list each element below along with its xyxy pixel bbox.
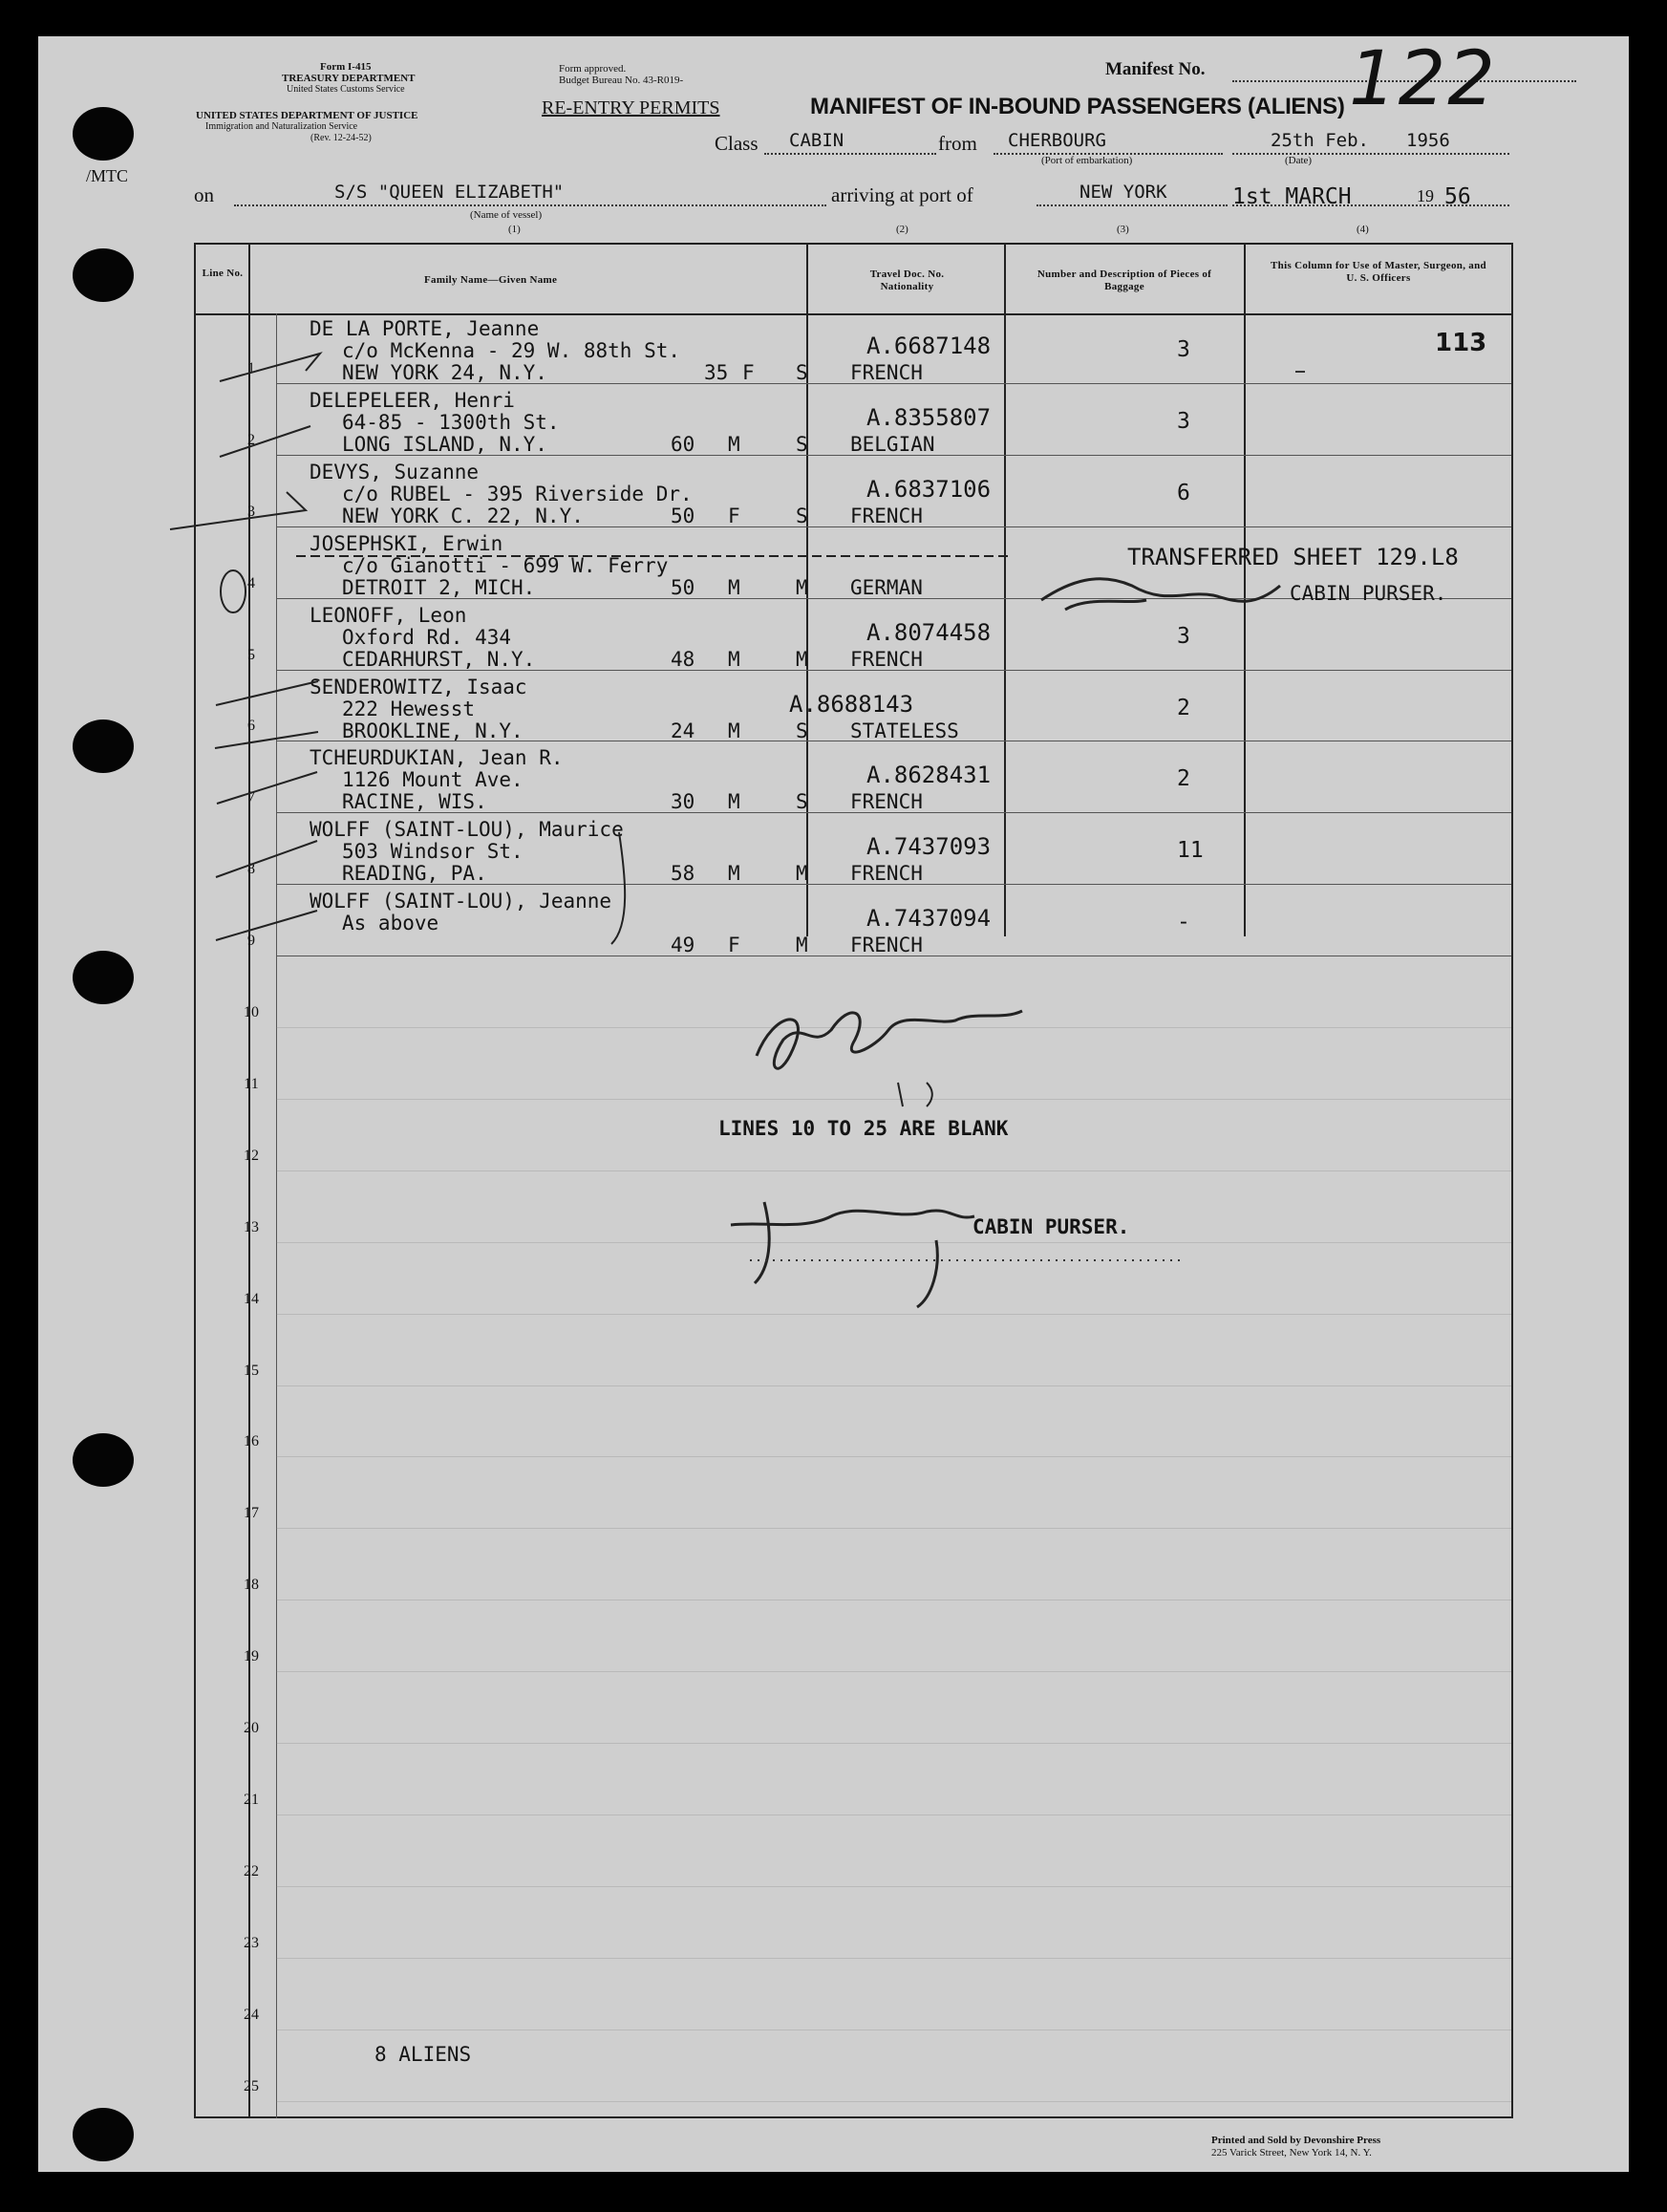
line-number: 24 [244,2006,259,2023]
transferred-purser: CABIN PURSER. [1290,582,1447,605]
passenger-name: WOLFF (SAINT-LOU), Jeanne [310,890,612,913]
header-baggage: Number and Description of Pieces of Baggage [1037,268,1212,292]
passenger-sex: M [728,790,740,814]
nationality: FRENCH [850,934,923,957]
ins-service: Immigration and Naturalization Service [205,121,358,132]
passenger-city: BROOKLINE, N.Y. [342,719,524,742]
travel-doc-number: A.7437094 [866,905,992,933]
manifest-number: 122 [1349,36,1497,122]
arrival-port: NEW YORK [1079,182,1167,203]
nationality: FRENCH [850,361,923,384]
passenger-name: TCHEURDUKIAN, Jean R. [310,746,564,770]
passenger-age: 30 [671,790,695,814]
nationality: FRENCH [850,647,923,671]
col-number-2: (2) [896,224,908,235]
nationality: STATELESS [850,719,959,742]
passenger-sex: F [742,361,755,384]
baggage-count: 2 [1177,695,1190,720]
on-label: on [194,183,214,206]
manifest-title: MANIFEST OF IN-BOUND PASSENGERS (ALIENS) [810,94,1345,119]
passenger-sex: M [728,719,740,742]
passenger-marital: M [796,647,808,671]
blank-lines-note: LINES 10 TO 25 ARE BLANK [718,1117,1009,1140]
passenger-age: 24 [671,719,695,742]
passenger-sex: M [728,862,740,886]
passenger-name: DELEPELEER, Henri [310,388,515,412]
passenger-marital: S [796,361,808,384]
passenger-sex: M [728,432,740,456]
baggage-count: 3 [1177,623,1190,649]
passenger-marital: S [796,719,808,742]
line-number: 1 [247,359,255,376]
passenger-address: Oxford Rd. 434 [342,625,512,649]
line-number: 20 [244,1720,259,1736]
arriving-label: arriving at port of [831,183,973,206]
passenger-marital: M [796,862,808,886]
arrival-year-suffix: 56 [1444,184,1471,209]
header-travel-doc: Travel Doc. No. Nationality [869,268,945,292]
passenger-marital: M [796,575,808,599]
passenger-name: DE LA PORTE, Jeanne [310,317,540,340]
passenger-age: 50 [671,504,695,527]
passenger-name: LEONOFF, Leon [310,603,467,627]
justice-dept: UNITED STATES DEPARTMENT OF JUSTICE [196,110,418,121]
from-value: CHERBOURG [1008,130,1106,151]
line-number: 6 [247,718,255,735]
travel-doc-number: A.6687148 [866,333,992,359]
manifest-no-label: Manifest No. [1105,59,1206,79]
travel-doc-number: A.7437093 [866,833,992,861]
line-number: 7 [247,789,255,806]
passenger-marital: M [796,934,808,957]
budget-bureau: Budget Bureau No. 43-R019- [559,75,684,86]
passenger-address: As above [342,912,439,935]
passenger-city: CEDARHURST, N.Y. [342,647,536,671]
form-approved: Form approved. [559,63,627,75]
line-number: 12 [244,1147,259,1164]
line-number: 19 [244,1648,259,1665]
class-value: CABIN [789,130,844,151]
passenger-address: c/o McKenna - 29 W. 88th St. [342,339,681,362]
form-number: Form I-415 [320,61,372,73]
col-number-3: (3) [1117,224,1129,235]
line-number: 22 [244,1862,259,1879]
printer-line-1: Printed and Sold by Devonshire Press [1211,2135,1381,2146]
annotation-marks [38,36,1629,2172]
header-line-no: Line No. [202,268,244,279]
aliens-count: 8 ALIENS [374,2043,472,2066]
passenger-city: NEW YORK C. 22, N.Y. [342,504,584,527]
arrival-year-prefix: 19 [1417,186,1434,205]
passenger-address: 1126 Mount Ave. [342,768,524,792]
port-caption: (Port of embarkation) [1041,155,1133,166]
nationality: FRENCH [850,790,923,814]
passenger-city: NEW YORK 24, N.Y. [342,361,547,384]
line-number: 21 [244,1791,259,1808]
col-number-4: (4) [1357,224,1369,235]
manifest-sheet [38,36,1629,2172]
passenger-city: DETROIT 2, MICH. [342,575,536,599]
from-label: from [938,132,977,155]
departure-year: 1956 [1406,130,1450,151]
passenger-age: 58 [671,862,695,886]
line-number: 8 [247,861,255,878]
passenger-sex: M [728,647,740,671]
line-number: 16 [244,1433,259,1450]
customs-service: United States Customs Service [287,84,405,95]
line-number: 2 [247,431,255,448]
passenger-address: 64-85 - 1300th St. [342,410,560,434]
passenger-age: 35 [704,361,729,384]
passenger-address: 503 Windsor St. [342,840,524,864]
passenger-city: LONG ISLAND, N.Y. [342,432,547,456]
passenger-sex: M [728,575,740,599]
col-number-1: (1) [508,224,521,235]
baggage-count: 3 [1177,408,1190,434]
baggage-count: 2 [1177,766,1190,792]
line-number: 4 [247,574,255,591]
passenger-age: 49 [671,934,695,957]
reentry-permits: RE-ENTRY PERMITS [542,97,720,118]
nationality: BELGIAN [850,432,935,456]
passenger-sex: F [728,504,740,527]
passenger-name: SENDEROWITZ, Isaac [310,675,527,698]
passenger-age: 48 [671,647,695,671]
passenger-address: c/o Gianotti - 699 W. Ferry [342,553,669,577]
passenger-name: JOSEPHSKI, Erwin [310,531,503,555]
purser-sign-label: CABIN PURSER. [972,1215,1130,1238]
header-officers: This Column for Use of Master, Surgeon, and U. S. Officers [1271,260,1486,284]
nationality: GERMAN [850,575,923,599]
travel-doc-number: A.8628431 [866,762,992,789]
line-number: 15 [244,1362,259,1379]
header-name: Family Name—Given Name [424,274,558,286]
class-label: Class [715,132,759,155]
travel-doc-number: A.8688143 [789,690,914,718]
passenger-marital: S [796,432,808,456]
line-number: 18 [244,1577,259,1594]
passenger-city: READING, PA. [342,862,487,886]
vessel-name: S/S "QUEEN ELIZABETH" [334,182,565,203]
line-number: 10 [244,1004,259,1020]
passenger-name: WOLFF (SAINT-LOU), Maurice [310,818,624,842]
line-number: 9 [247,933,255,950]
baggage-count: 6 [1177,480,1190,505]
line-number: 17 [244,1505,259,1522]
line-number: 25 [244,2077,259,2094]
vessel-caption: (Name of vessel) [470,209,543,221]
departure-date: 25th Feb. [1271,130,1369,151]
travel-doc-number: A.8355807 [866,403,992,431]
line-number: 5 [247,646,255,663]
passenger-name: DEVYS, Suzanne [310,460,480,483]
transferred-note: TRANSFERRED SHEET 129.L8 [1127,544,1459,570]
date-caption: (Date) [1285,155,1313,166]
treasury-dept: TREASURY DEPARTMENT [282,73,416,84]
passenger-sex: F [728,934,740,957]
passenger-marital: S [796,790,808,814]
revision: (Rev. 12-24-52) [310,133,372,143]
mtc-note: /MTC [86,166,129,185]
passenger-age: 60 [671,432,695,456]
line-number: 3 [247,503,255,520]
baggage-count: - [1177,910,1190,935]
baggage-count: 11 [1177,838,1204,864]
line-number: 13 [244,1218,259,1235]
passenger-city: RACINE, WIS. [342,790,487,814]
nationality: FRENCH [850,862,923,886]
nationality: FRENCH [850,504,923,527]
baggage-count: 3 [1177,337,1190,362]
passenger-address: 222 Hewesst [342,697,476,720]
line-number: 14 [244,1290,259,1307]
passenger-age: 50 [671,575,695,599]
travel-doc-number: A.8074458 [866,618,992,646]
line-number: 11 [244,1075,259,1092]
printer-line-2: 225 Varick Street, New York 14, N. Y. [1211,2147,1372,2158]
arrival-date: 1st MARCH [1232,184,1352,209]
officer-note: 113 [1435,329,1487,357]
passenger-marital: S [796,504,808,527]
line-number: 23 [244,1934,259,1951]
passenger-address: c/o RUBEL - 395 Riverside Dr. [342,482,693,505]
travel-doc-number: A.6837106 [866,475,992,503]
